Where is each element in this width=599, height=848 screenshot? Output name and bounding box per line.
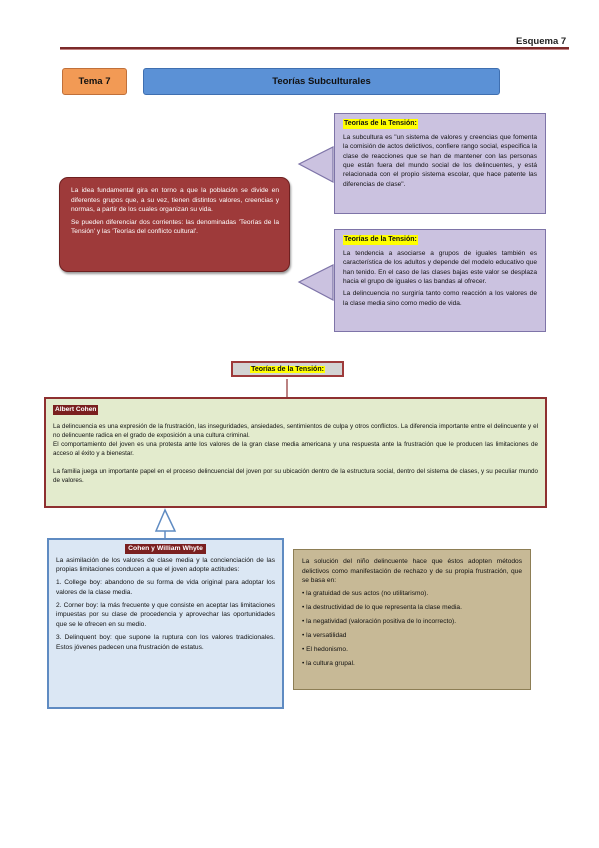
cohen-paragraph-1: La delincuencia es una expresión de la frustración, las inseguridades, ansiedades, sentimientos de culpa y otros conflictos. La diferencia importante entre el delincuente y el no delincuente radica en el grado de exposición a una cultura criminal. — [53, 422, 538, 439]
solution-item: • la versatilidad — [302, 631, 347, 639]
tension-box-2-label: Teorías de la Tensión: — [344, 236, 417, 243]
whyte-item-college-boy: 1. College boy: abandono de su forma de vida original para adoptar los valores de la clase media. — [56, 579, 275, 596]
intro-box — [59, 177, 290, 272]
tension-box-1 — [334, 113, 546, 214]
solution-intro: La solución del niño delincuente hace que éstos adopten métodos delictivos como manifestación de rechazo y de su propia frustración, que se basa en: — [302, 558, 522, 585]
whyte-item-delinquent-boy: 3. Delinquent boy: que supone la ruptura con los valores tradicionales. Estos jóvenes padecen una frustración de estatus. — [56, 634, 275, 651]
cohen-paragraph-3: La familia juega un importante papel en el proceso delincuencial del joven por su ubicación dentro de la estructura social, dentro del sistema de clases, y su peculiar mundo de valores. — [53, 468, 538, 485]
tension-box-2 — [334, 229, 546, 332]
whyte-intro: La asimilación de los valores de clase media y la concienciación de las propias limitaciones conducen a que el joven adopte actitudes: — [56, 556, 275, 573]
tension-box-2-paragraph-1: La tendencia a asociarse a grupos de iguales también es característica de los adultos y depende del modelo educativo que han tenido. En el caso de las clases bajas este valor se desplaza hacia el grupo de iguales o las bandas al ofrecer. — [343, 249, 537, 286]
arrow-to-box2 — [299, 265, 333, 300]
topic-title: Teorías Subculturales — [143, 68, 500, 95]
tension-heading: Teorías de la Tensión: — [251, 365, 324, 373]
cohen-whyte-box — [47, 538, 284, 709]
solution-list — [302, 589, 522, 669]
tension-box-1-text: La subcultura es "un sistema de valores y creencias que fomenta la comisión de actos delictivos, confiere rango social, especifica la clase de reacciones que se han de mantener con las personas que están fuera del mundo social de los delincuentes, y está relacionada con el propio sistema escolar, que hace patente las diferencias de clase". — [343, 133, 537, 188]
albert-cohen-label: Albert Cohen — [55, 406, 97, 413]
solution-item: • la negatividad (valoración positiva de lo incorrecto). — [302, 617, 457, 625]
solution-item: • El hedonismo. — [302, 645, 348, 653]
solution-box — [293, 549, 531, 690]
tension-box-1-label: Teorías de la Tensión: — [344, 120, 417, 127]
tension-box-2-paragraph-2: La delincuencia no surgiría tanto como reacción a los valores de la clase media sino como medio de vida. — [343, 290, 537, 307]
tension-heading-box — [231, 361, 344, 377]
cohen-whyte-label: Cohen y William Whyte — [125, 544, 206, 554]
solution-item: • la gratuidad de sus actos (no utilitarismo). — [302, 589, 429, 597]
whyte-item-corner-boy: 2. Corner boy: la más frecuente y que consiste en aceptar las limitaciones impuestas por su clase de procedencia y aprovechar las oportunidades que se le ofrecen en su medio. — [56, 602, 275, 628]
solution-item: • la destructividad de lo que representa la clase media. — [302, 603, 462, 611]
intro-paragraph-2: Se pueden diferenciar dos corrientes: las denominadas 'Teorías de la Tensión' y las 'Teorías del conflicto cultural'. — [71, 218, 279, 236]
page-header: Esquema 7 — [516, 36, 567, 47]
arrow-to-box1 — [299, 147, 333, 182]
intro-paragraph-1: La idea fundamental gira en torno a que la población se divide en diferentes grupos que, a su vez, tienen distintos valores, creencias y normas, a partir de los cuales organizan su vida. — [71, 187, 279, 214]
tema-label: Tema 7 — [62, 68, 127, 95]
cohen-paragraph-2: El comportamiento del joven es una protesta ante los valores de la gran clase media americana y una respuesta ante la frustración que le producen las limitaciones de acceso al éxito y a bienestar. — [53, 440, 538, 457]
solution-item: • la cultura grupal. — [302, 659, 355, 667]
albert-cohen-box — [44, 397, 547, 508]
arrow-up-to-cohen — [156, 510, 175, 531]
